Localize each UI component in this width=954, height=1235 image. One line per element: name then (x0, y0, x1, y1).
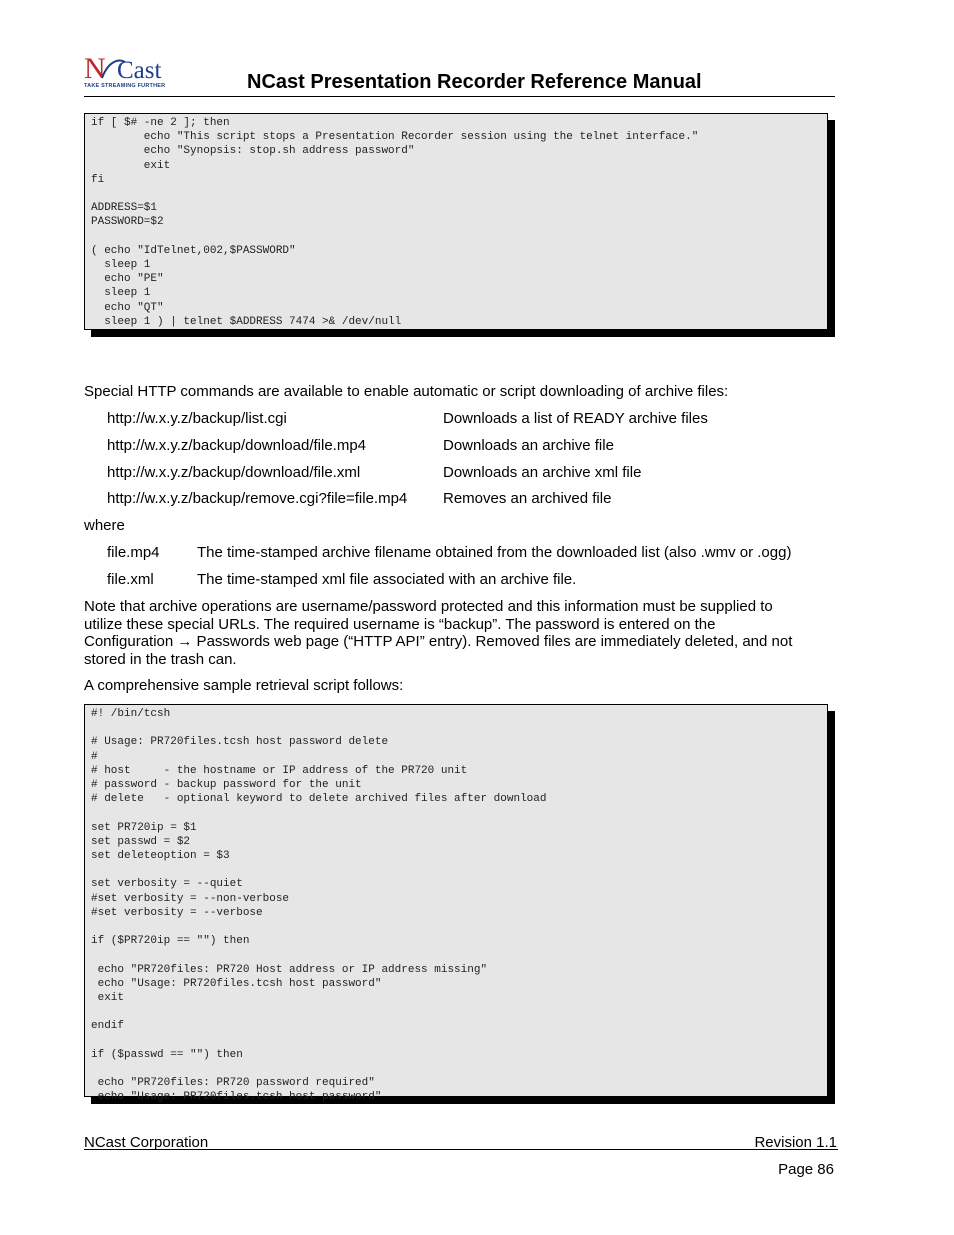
note-line: stored in the trash can. (84, 650, 237, 668)
where-label: where (84, 517, 125, 534)
http-command-desc: Removes an archived file (443, 490, 612, 507)
retrieval-script-code: #! /bin/tcsh # Usage: PR720files.tcsh host password delete # # host - the hostname or IP address of the PR720 unit # password - backup password for the unit # delete - optional keyword to delete archived files after download set PR720ip = $1 set passwd = $2 set deleteoption = $3 set verbosity = --quiet #set verbosity = --non-verbose #set verbosity = --verbose if ($PR720ip == "") then echo "PR720files: PR720 Host address or IP address missing" echo "Usage: PR720files.tcsh host password" exit endif if ($passwd == "") then echo "PR720files: PR720 password required" echo "Usage: PR720files.tcsh host password" (91, 708, 547, 1104)
ncast-logo (84, 54, 174, 94)
note-line: utilize these special URLs. The required username is “backup”. The password is entered on the (84, 615, 716, 633)
sample-script-intro: A comprehensive sample retrieval script follows: (84, 677, 404, 694)
retrieval-script-code-block (84, 704, 828, 1104)
stop-script-code: if [ $# -ne 2 ]; then echo "This script stops a Presentation Recorder session using the telnet interface." echo "Synopsis: stop.sh address password" exit fi ADDRESS=$1 PASSWORD=$2 ( echo "IdTelnet,002,$PASSWORD" sleep 1 echo "PE" sleep 1 echo "QT" sleep 1 ) | telnet $ADDRESS 7474 >& /dev/null (91, 117, 699, 328)
http-command-desc: Downloads a list of READY archive files (443, 410, 708, 427)
footer-company: NCast Corporation (84, 1134, 209, 1151)
http-command-url: http://w.x.y.z/backup/download/file.xml (107, 464, 361, 481)
stop-script-code-block (84, 113, 828, 330)
page-title: NCast Presentation Recorder Reference Manual (247, 71, 702, 93)
definition-term: file.xml (107, 571, 154, 588)
footer-revision: Revision 1.1 (754, 1134, 837, 1151)
definition-term: file.mp4 (107, 544, 160, 561)
http-command-desc: Downloads an archive xml file (443, 464, 642, 481)
logo-letter-n: N (84, 52, 106, 85)
logo-cast-text: Cast (117, 57, 162, 84)
note-line: Configuration → Passwords web page (“HTTP API” entry). Removed files are immediately deleted, and not (84, 633, 793, 650)
logo-tagline: TAKE STREAMING FURTHER (84, 83, 166, 89)
http-command-url: http://w.x.y.z/backup/remove.cgi?file=file.mp4 (107, 490, 408, 507)
http-commands-intro: Special HTTP commands are available to enable automatic or script downloading of archive files: (84, 383, 729, 400)
definition-desc: The time-stamped archive filename obtained from the downloaded list (also .wmv or .ogg) (197, 544, 792, 561)
page-header (84, 54, 835, 97)
http-command-url: http://w.x.y.z/backup/list.cgi (107, 410, 287, 427)
http-command-url: http://w.x.y.z/backup/download/file.mp4 (107, 437, 367, 454)
footer-page-number: Page 86 (778, 1161, 834, 1178)
note-line: Note that archive operations are username/password protected and this information must be supplied to (84, 598, 773, 615)
http-command-desc: Downloads an archive file (443, 437, 614, 454)
definition-desc: The time-stamped xml file associated with an archive file. (197, 571, 577, 588)
